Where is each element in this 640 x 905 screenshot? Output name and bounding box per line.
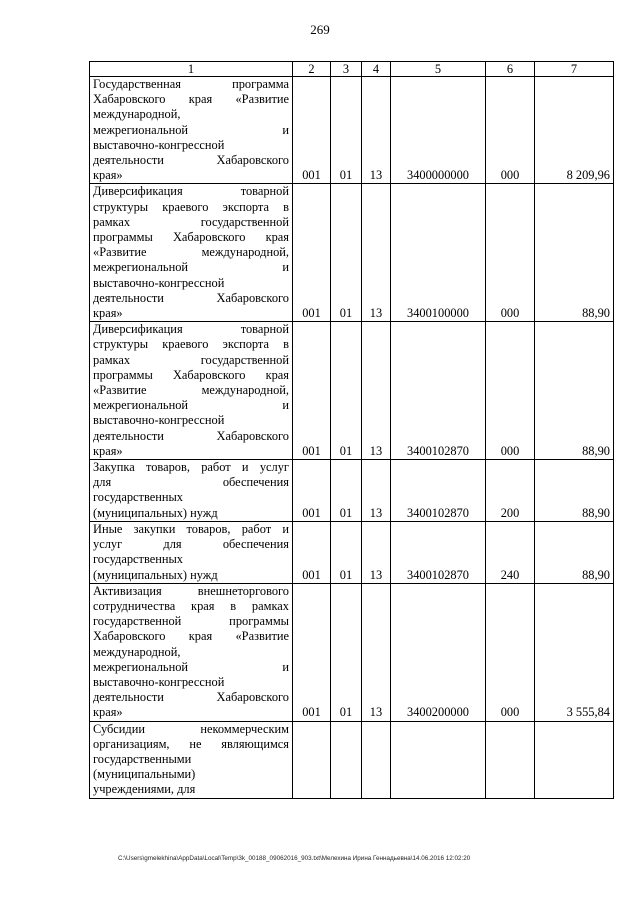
row-name-cell	[90, 184, 293, 322]
expense-type-cell: 000	[486, 583, 535, 721]
row-name-line: международной,	[93, 107, 181, 122]
row-name-cell	[90, 583, 293, 721]
row-name-line: Субсидии некоммерческим	[93, 721, 289, 736]
expense-type-cell	[486, 721, 535, 798]
row-name-line: Закупка товаров, работ и услуг	[93, 460, 289, 475]
target-article-cell: 3400102870	[391, 322, 486, 460]
row-name-line: Хабаровского края «Развитие	[93, 92, 289, 107]
section-code-cell: 01	[331, 77, 362, 184]
amount-cell: 88,90	[535, 184, 614, 322]
row-name-line: Иные закупки товаров, работ и	[93, 521, 289, 536]
col-header-5: 5	[391, 62, 486, 77]
target-article-cell: 3400102870	[391, 460, 486, 522]
row-name-line: межрегиональной и	[93, 398, 289, 413]
amount-cell: 3 555,84	[535, 583, 614, 721]
file-path-footer: C:\Users\gmelekhina\AppData\Local\Temp\3k_00188_09062016_903.txt\Мелехина Ирина Геннадьевна\14.06.2016 12:02:20	[118, 855, 471, 862]
header-row	[90, 62, 614, 77]
row-name-line: Государственная программа	[93, 77, 289, 91]
row-name-line: сотрудничества края в рамках	[93, 598, 289, 613]
chapter-code-cell: 001	[293, 77, 331, 184]
amount-cell: 88,90	[535, 521, 614, 583]
section-code-cell	[331, 721, 362, 798]
row-name-line: (муниципальных) нужд	[93, 505, 218, 520]
chapter-code-cell: 001	[293, 184, 331, 322]
table-row	[90, 721, 614, 798]
row-name-line: международной,	[93, 644, 181, 659]
row-name-line: Диверсификация товарной	[93, 322, 289, 337]
target-article-cell: 3400102870	[391, 521, 486, 583]
row-name-line: края»	[93, 443, 123, 458]
chapter-code-cell: 001	[293, 322, 331, 460]
row-name-line: структуры краевого экспорта в	[93, 337, 289, 352]
col-header-7: 7	[535, 62, 614, 77]
amount-cell: 8 209,96	[535, 77, 614, 184]
row-name-cell	[90, 721, 293, 798]
target-article-cell: 3400100000	[391, 184, 486, 322]
row-name-line: межрегиональной и	[93, 659, 289, 674]
table-row	[90, 184, 614, 322]
row-name-line: государственной программы	[93, 614, 289, 629]
row-name-line: Хабаровского края «Развитие	[93, 629, 289, 644]
subsection-code-cell: 13	[362, 184, 391, 322]
budget-table	[89, 61, 614, 799]
expense-type-cell: 240	[486, 521, 535, 583]
row-name-line: (муниципальных) нужд	[93, 567, 218, 582]
expense-type-cell: 000	[486, 77, 535, 184]
row-name-cell	[90, 77, 293, 184]
table-body	[90, 77, 614, 799]
amount-cell	[535, 721, 614, 798]
row-name-line: программы Хабаровского края	[93, 367, 289, 382]
row-name-line: края»	[93, 306, 123, 321]
expense-type-cell: 000	[486, 184, 535, 322]
row-name-line: деятельности Хабаровского	[93, 153, 289, 168]
col-header-3: 3	[331, 62, 362, 77]
page-number: 269	[310, 22, 330, 37]
row-name-line: рамках государственной	[93, 352, 289, 367]
chapter-code-cell	[293, 721, 331, 798]
subsection-code-cell: 13	[362, 521, 391, 583]
subsection-code-cell	[362, 721, 391, 798]
row-name-line: Активизация внешнеторгового	[93, 583, 289, 598]
target-article-cell: 3400000000	[391, 77, 486, 184]
section-code-cell: 01	[331, 521, 362, 583]
row-name-line: рамках государственной	[93, 214, 289, 229]
row-name-line: «Развитие международной,	[93, 383, 289, 398]
chapter-code-cell: 001	[293, 460, 331, 522]
expense-type-cell: 000	[486, 322, 535, 460]
table-row	[90, 322, 614, 460]
section-code-cell: 01	[331, 184, 362, 322]
table-row	[90, 460, 614, 522]
row-name-line: услуг для обеспечения	[93, 537, 289, 552]
row-name-line: структуры краевого экспорта в	[93, 199, 289, 214]
target-article-cell: 3400200000	[391, 583, 486, 721]
row-name-line: (муниципальными)	[93, 767, 196, 782]
subsection-code-cell: 13	[362, 77, 391, 184]
row-name-line: выставочно-конгрессной	[93, 413, 225, 428]
col-header-6: 6	[486, 62, 535, 77]
row-name-line: края»	[93, 168, 123, 183]
section-code-cell: 01	[331, 322, 362, 460]
target-article-cell	[391, 721, 486, 798]
row-name-line: межрегиональной и	[93, 260, 289, 275]
row-name-line: выставочно-конгрессной	[93, 275, 225, 290]
table-row	[90, 521, 614, 583]
row-name-line: деятельности Хабаровского	[93, 290, 289, 305]
amount-cell: 88,90	[535, 322, 614, 460]
section-code-cell: 01	[331, 583, 362, 721]
row-name-line: края»	[93, 705, 123, 720]
chapter-code-cell: 001	[293, 521, 331, 583]
row-name-line: выставочно-конгрессной	[93, 674, 225, 689]
section-code-cell: 01	[331, 460, 362, 522]
row-name-line: программы Хабаровского края	[93, 230, 289, 245]
row-name-line: выставочно-конгрессной	[93, 137, 225, 152]
row-name-line: учреждениями, для	[93, 782, 196, 797]
subsection-code-cell: 13	[362, 583, 391, 721]
row-name-line: государственных	[93, 552, 184, 567]
chapter-code-cell: 001	[293, 583, 331, 721]
table-row	[90, 77, 614, 184]
expense-type-cell: 200	[486, 460, 535, 522]
row-name-line: деятельности Хабаровского	[93, 690, 289, 705]
row-name-cell	[90, 521, 293, 583]
amount-cell: 88,90	[535, 460, 614, 522]
col-header-1: 1	[90, 62, 293, 77]
row-name-cell	[90, 322, 293, 460]
table-row	[90, 583, 614, 721]
subsection-code-cell: 13	[362, 322, 391, 460]
col-header-2: 2	[293, 62, 331, 77]
row-name-line: межрегиональной и	[93, 122, 289, 137]
col-header-4: 4	[362, 62, 391, 77]
row-name-line: государственных	[93, 490, 184, 505]
row-name-line: «Развитие международной,	[93, 245, 289, 260]
subsection-code-cell: 13	[362, 460, 391, 522]
row-name-cell	[90, 460, 293, 522]
row-name-line: государственными	[93, 751, 192, 766]
row-name-line: организациям, не являющимся	[93, 736, 289, 751]
row-name-line: Диверсификация товарной	[93, 184, 289, 199]
row-name-line: для обеспечения	[93, 475, 289, 490]
row-name-line: деятельности Хабаровского	[93, 428, 289, 443]
